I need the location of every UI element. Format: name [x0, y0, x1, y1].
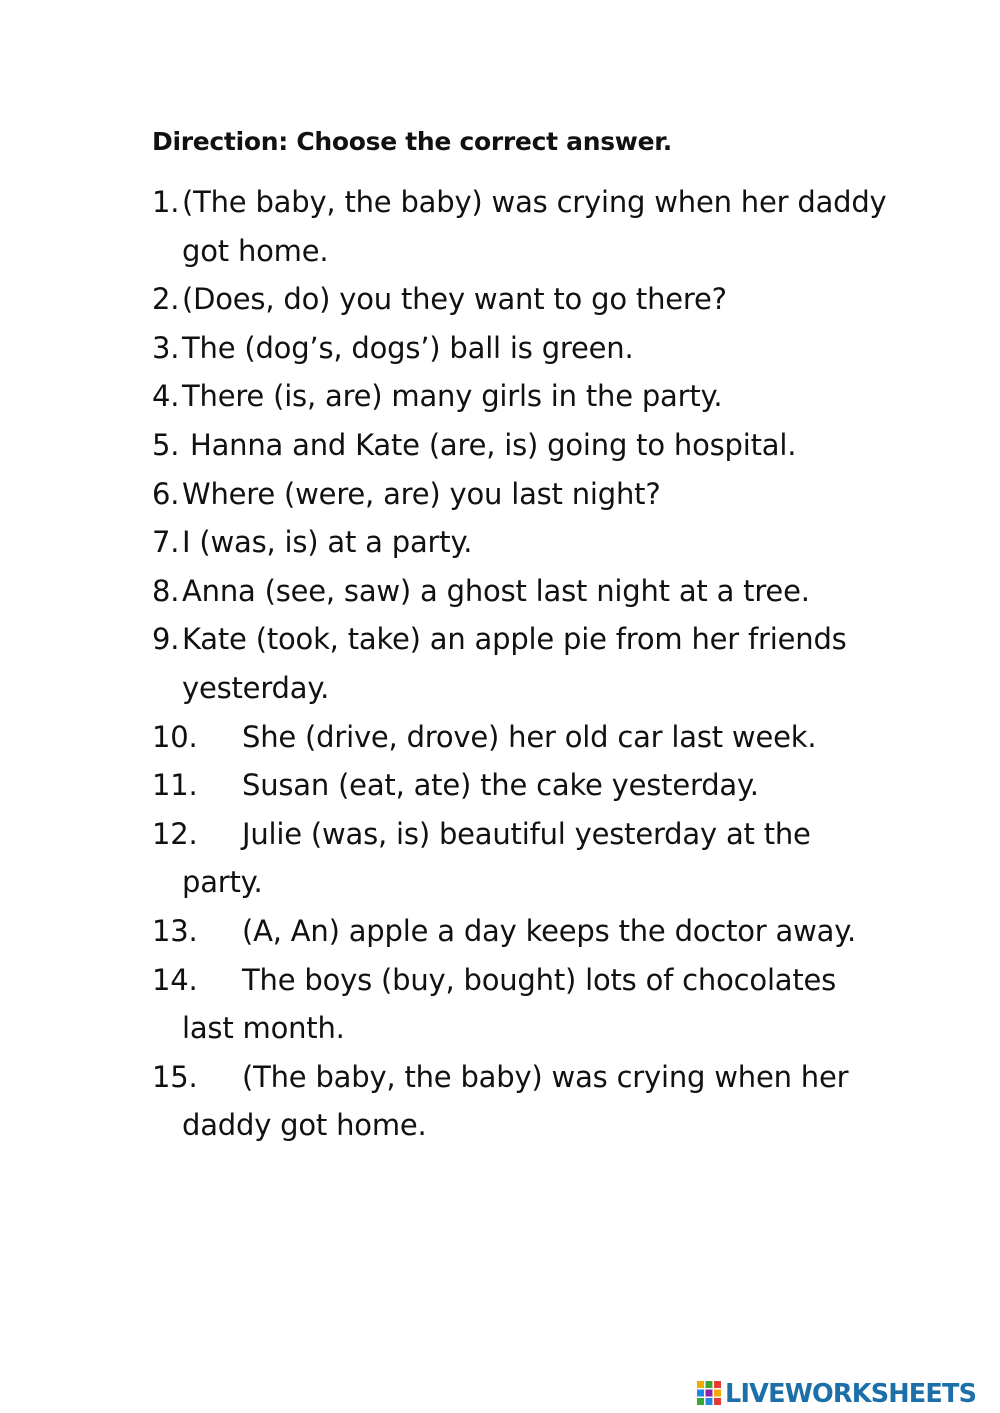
liveworksheets-logo-icon: [696, 1379, 722, 1409]
question-text: (The baby, the baby) was crying when her daddy got home.: [182, 185, 887, 268]
question-item: [152, 518, 892, 567]
question-number: 6.: [152, 476, 180, 511]
question-item: [152, 421, 892, 470]
question-text: Julie (was, is) beautiful yesterday at the party.: [182, 816, 811, 900]
question-item: [152, 275, 892, 324]
question-text: Hanna and Kate (are, is) going to hospital.: [190, 427, 797, 462]
question-number: 12.: [152, 816, 198, 851]
question-number: 1.: [152, 185, 180, 219]
question-item: [152, 615, 892, 712]
liveworksheets-logo[interactable]: [696, 1377, 976, 1411]
question-number: 2.: [152, 282, 180, 317]
question-text: The (dog’s, dogs’) ball is green.: [182, 330, 634, 365]
question-number: 10.: [152, 719, 198, 754]
question-number: 8.: [152, 573, 180, 608]
question-item: [152, 956, 892, 1053]
question-number: 15.: [152, 1059, 198, 1094]
question-text: Kate (took, take) an apple pie from her friends yesterday.: [182, 622, 847, 705]
question-item: [152, 324, 892, 373]
direction-heading: Direction: Choose the correct answer.: [152, 127, 672, 156]
question-number: 4.: [152, 379, 180, 414]
question-text: The boys (buy, bought) lots of chocolates last month.: [182, 962, 837, 1046]
question-number: 3.: [152, 330, 180, 365]
question-text: Anna (see, saw) a ghost last night at a tree.: [182, 573, 810, 608]
question-text: (Does, do) you they want to go there?: [182, 282, 727, 317]
question-number: 5.: [152, 427, 180, 462]
question-number: 7.: [152, 525, 180, 560]
question-list: [152, 178, 892, 1150]
logo-text: LIVEWORKSHEETS: [725, 1379, 977, 1409]
question-number: 11.: [152, 768, 198, 803]
question-item: [152, 567, 892, 616]
question-item: [152, 1053, 892, 1150]
question-text: I (was, is) at a party.: [182, 525, 473, 560]
question-text: There (is, are) many girls in the party.: [182, 379, 723, 414]
question-text: Susan (eat, ate) the cake yesterday.: [242, 768, 759, 803]
question-item: [152, 713, 892, 762]
question-text: (The baby, the baby) was crying when her daddy got home.: [182, 1059, 849, 1143]
question-item: [152, 810, 892, 907]
question-number: 9.: [152, 622, 180, 657]
question-item: [152, 761, 892, 810]
question-item: [152, 907, 892, 956]
question-number: 13.: [152, 913, 198, 948]
question-item: [152, 470, 892, 519]
question-text: Where (were, are) you last night?: [182, 476, 661, 511]
question-text: (A, An) apple a day keeps the doctor away.: [242, 913, 857, 948]
question-item: [152, 372, 892, 421]
question-item: [152, 178, 892, 275]
question-text: She (drive, drove) her old car last week.: [242, 719, 817, 754]
question-number: 14.: [152, 962, 198, 997]
